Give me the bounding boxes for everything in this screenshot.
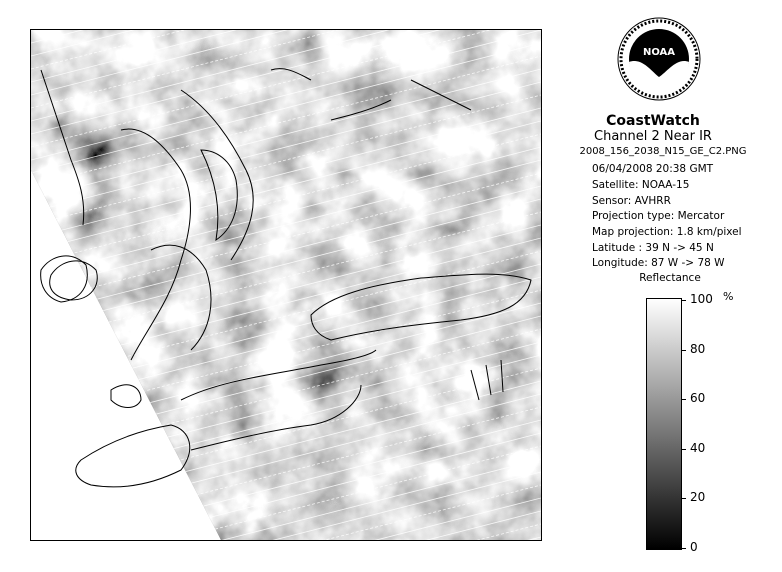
satellite-map[interactable] xyxy=(30,29,542,541)
noaa-logo-icon xyxy=(617,17,701,101)
colorbar xyxy=(646,298,682,550)
colorbar-tick xyxy=(681,350,686,351)
filename: 2008_156_2038_N15_GE_C2.PNG xyxy=(579,146,747,157)
colorbar-tick xyxy=(681,449,686,450)
colorbar-tick xyxy=(681,548,686,549)
info-projection-type: Projection type: Mercator xyxy=(592,210,725,222)
info-longitude: Longitude: 87 W -> 78 W xyxy=(592,257,725,269)
logo-text: NOAA xyxy=(642,47,676,58)
colorbar-tick-label: 100 xyxy=(690,292,713,306)
info-map-projection: Map projection: 1.8 km/pixel xyxy=(592,226,742,238)
info-date-time: 06/04/2008 20:38 GMT xyxy=(592,163,714,175)
colorbar-tick-label: 60 xyxy=(690,391,706,406)
colorbar-tick-label: 80 xyxy=(690,341,706,356)
info-satellite: Satellite: NOAA-15 xyxy=(592,179,690,191)
satellite-image xyxy=(31,30,541,540)
colorbar-tick xyxy=(681,300,686,301)
colorbar-tick-label: 40 xyxy=(690,440,706,455)
noaa-logo xyxy=(617,17,701,101)
colorbar-tick-label: 20 xyxy=(690,490,706,505)
info-sensor: Sensor: AVHRR xyxy=(592,195,671,207)
colorbar-tick-label: 0 xyxy=(690,540,698,554)
legend-title: Reflectance xyxy=(639,272,701,284)
legend-unit: % xyxy=(723,290,734,303)
info-latitude: Latitude : 39 N -> 45 N xyxy=(592,242,714,254)
brand-title: CoastWatch xyxy=(606,113,700,129)
colorbar-tick xyxy=(681,498,686,499)
channel-label: Channel 2 Near IR xyxy=(594,129,712,144)
colorbar-tick xyxy=(681,399,686,400)
